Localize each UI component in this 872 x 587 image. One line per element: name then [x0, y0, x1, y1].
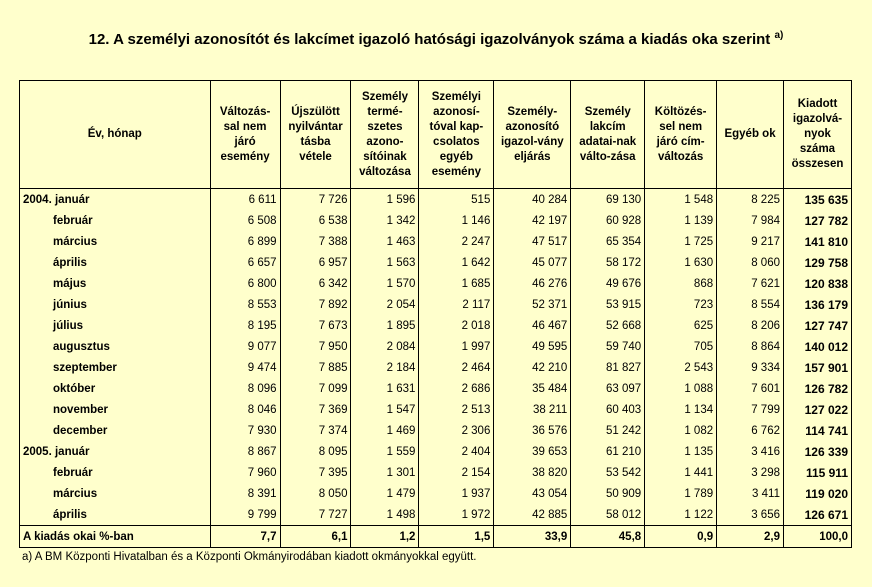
value-cell: 625 [645, 315, 717, 336]
value-cell: 50 909 [571, 483, 645, 504]
value-cell: 1 088 [645, 378, 717, 399]
percentage-cell: 7,7 [210, 526, 280, 548]
value-cell: 7 892 [280, 294, 351, 315]
column-header: Költözés-sel nem járó cím-változás [645, 81, 717, 189]
column-header: Egyéb ok [717, 81, 784, 189]
row-label: február [20, 210, 211, 231]
value-cell: 60 928 [571, 210, 645, 231]
row-label: március [20, 231, 211, 252]
table-row [20, 441, 852, 462]
value-cell: 1 548 [645, 189, 717, 211]
value-cell: 3 656 [717, 504, 784, 526]
percentage-cell: 100,0 [783, 526, 851, 548]
value-cell: 45 077 [494, 252, 571, 273]
row-label: február [20, 462, 211, 483]
value-cell: 1 139 [645, 210, 717, 231]
value-cell: 9 334 [717, 357, 784, 378]
value-cell: 38 211 [494, 399, 571, 420]
value-cell: 46 467 [494, 315, 571, 336]
value-cell: 42 210 [494, 357, 571, 378]
value-cell: 1 895 [351, 315, 419, 336]
value-cell: 8 096 [210, 378, 280, 399]
value-cell: 7 388 [280, 231, 351, 252]
value-cell: 7 984 [717, 210, 784, 231]
value-cell: 3 411 [717, 483, 784, 504]
value-cell: 7 799 [717, 399, 784, 420]
value-cell: 65 354 [571, 231, 645, 252]
total-cell: 119 020 [783, 483, 851, 504]
value-cell: 40 284 [494, 189, 571, 211]
table-row [20, 294, 852, 315]
value-cell: 1 469 [351, 420, 419, 441]
row-label: május [20, 273, 211, 294]
column-header: Kiadott igazolvá-nyok száma összesen [783, 81, 851, 189]
value-cell: 2 054 [351, 294, 419, 315]
total-cell: 127 747 [783, 315, 851, 336]
row-label: július [20, 315, 211, 336]
value-cell: 1 642 [419, 252, 494, 273]
column-header-period: Év, hónap [20, 81, 211, 189]
row-label: április [20, 252, 211, 273]
value-cell: 42 197 [494, 210, 571, 231]
value-cell: 9 799 [210, 504, 280, 526]
percentage-cell: 45,8 [571, 526, 645, 548]
header-row [20, 81, 852, 189]
percentage-cell: 1,2 [351, 526, 419, 548]
value-cell: 47 517 [494, 231, 571, 252]
value-cell: 1 596 [351, 189, 419, 211]
value-cell: 6 611 [210, 189, 280, 211]
column-header: Személyi azonosí-tóval kap-csolatos egyéb esemény [419, 81, 494, 189]
total-cell: 126 339 [783, 441, 851, 462]
value-cell: 1 479 [351, 483, 419, 504]
value-cell: 3 416 [717, 441, 784, 462]
value-cell: 1 937 [419, 483, 494, 504]
value-cell: 7 885 [280, 357, 351, 378]
value-cell: 2 464 [419, 357, 494, 378]
table-row [20, 378, 852, 399]
percentage-cell: 33,9 [494, 526, 571, 548]
value-cell: 1 082 [645, 420, 717, 441]
value-cell: 2 184 [351, 357, 419, 378]
percentage-row [20, 526, 852, 548]
value-cell: 1 122 [645, 504, 717, 526]
value-cell: 7 726 [280, 189, 351, 211]
column-header: Újszülött nyilvántar tásba vétele [280, 81, 351, 189]
value-cell: 7 673 [280, 315, 351, 336]
value-cell: 7 950 [280, 336, 351, 357]
table-row [20, 399, 852, 420]
total-cell: 115 911 [783, 462, 851, 483]
table-row [20, 189, 852, 211]
percentage-cell: 0,9 [645, 526, 717, 548]
table-row [20, 336, 852, 357]
value-cell: 8 060 [717, 252, 784, 273]
total-cell: 157 901 [783, 357, 851, 378]
value-cell: 1 441 [645, 462, 717, 483]
value-cell: 723 [645, 294, 717, 315]
value-cell: 53 915 [571, 294, 645, 315]
value-cell: 8 206 [717, 315, 784, 336]
value-cell: 59 740 [571, 336, 645, 357]
value-cell: 8 553 [210, 294, 280, 315]
row-label: április [20, 504, 211, 526]
value-cell: 705 [645, 336, 717, 357]
value-cell: 1 997 [419, 336, 494, 357]
value-cell: 7 369 [280, 399, 351, 420]
row-label: augusztus [20, 336, 211, 357]
value-cell: 58 012 [571, 504, 645, 526]
value-cell: 1 342 [351, 210, 419, 231]
total-cell: 136 179 [783, 294, 851, 315]
table-row [20, 252, 852, 273]
value-cell: 46 276 [494, 273, 571, 294]
data-table [19, 80, 852, 548]
value-cell: 7 960 [210, 462, 280, 483]
row-label: november [20, 399, 211, 420]
value-cell: 2 686 [419, 378, 494, 399]
table-body [20, 189, 852, 548]
value-cell: 36 576 [494, 420, 571, 441]
value-cell: 2 306 [419, 420, 494, 441]
table-row [20, 315, 852, 336]
row-label: március [20, 483, 211, 504]
value-cell: 6 800 [210, 273, 280, 294]
value-cell: 49 676 [571, 273, 645, 294]
column-header: Személy-azonosító igazol-vány eljárás [494, 81, 571, 189]
value-cell: 8 864 [717, 336, 784, 357]
value-cell: 7 395 [280, 462, 351, 483]
value-cell: 868 [645, 273, 717, 294]
footnote: a) A BM Központi Hivatalban és a Központi Okmányirodában kiadott okmányokkal együtt. [22, 551, 477, 563]
total-cell: 114 741 [783, 420, 851, 441]
table-row [20, 210, 852, 231]
value-cell: 8 095 [280, 441, 351, 462]
column-header: Változás-sal nem járó esemény [210, 81, 280, 189]
value-cell: 6 899 [210, 231, 280, 252]
value-cell: 7 621 [717, 273, 784, 294]
value-cell: 7 727 [280, 504, 351, 526]
table-row [20, 231, 852, 252]
value-cell: 42 885 [494, 504, 571, 526]
value-cell: 1 685 [419, 273, 494, 294]
percentage-cell: 2,9 [717, 526, 784, 548]
page-title [0, 30, 872, 48]
table-row [20, 273, 852, 294]
value-cell: 2 543 [645, 357, 717, 378]
row-label: október [20, 378, 211, 399]
value-cell: 1 563 [351, 252, 419, 273]
value-cell: 52 371 [494, 294, 571, 315]
value-cell: 7 374 [280, 420, 351, 441]
value-cell: 43 054 [494, 483, 571, 504]
value-cell: 1 631 [351, 378, 419, 399]
value-cell: 2 117 [419, 294, 494, 315]
value-cell: 8 867 [210, 441, 280, 462]
value-cell: 1 559 [351, 441, 419, 462]
value-cell: 9 474 [210, 357, 280, 378]
value-cell: 8 225 [717, 189, 784, 211]
value-cell: 38 820 [494, 462, 571, 483]
value-cell: 8 554 [717, 294, 784, 315]
value-cell: 1 146 [419, 210, 494, 231]
value-cell: 35 484 [494, 378, 571, 399]
row-label: 2004. január [20, 189, 211, 211]
value-cell: 49 595 [494, 336, 571, 357]
value-cell: 58 172 [571, 252, 645, 273]
total-cell: 120 838 [783, 273, 851, 294]
value-cell: 39 653 [494, 441, 571, 462]
value-cell: 6 342 [280, 273, 351, 294]
value-cell: 1 972 [419, 504, 494, 526]
total-cell: 135 635 [783, 189, 851, 211]
value-cell: 6 508 [210, 210, 280, 231]
value-cell: 1 135 [645, 441, 717, 462]
value-cell: 515 [419, 189, 494, 211]
value-cell: 1 134 [645, 399, 717, 420]
title-text: 12. A személyi azonosítót és lakcímet igazoló hatósági igazolványok száma a kiadás oka szerint [88, 31, 771, 48]
table-row [20, 504, 852, 526]
value-cell: 1 630 [645, 252, 717, 273]
total-cell: 127 022 [783, 399, 851, 420]
table-row [20, 462, 852, 483]
value-cell: 2 247 [419, 231, 494, 252]
percentage-row-label: A kiadás okai %-ban [20, 526, 211, 548]
value-cell: 1 547 [351, 399, 419, 420]
column-header: Személy lakcím adatai-nak válto-zása [571, 81, 645, 189]
column-header: Személy termé-szetes azono-sítóinak változása [351, 81, 419, 189]
value-cell: 2 084 [351, 336, 419, 357]
value-cell: 1 789 [645, 483, 717, 504]
value-cell: 61 210 [571, 441, 645, 462]
row-label: június [20, 294, 211, 315]
value-cell: 60 403 [571, 399, 645, 420]
value-cell: 53 542 [571, 462, 645, 483]
value-cell: 69 130 [571, 189, 645, 211]
value-cell: 6 657 [210, 252, 280, 273]
value-cell: 2 513 [419, 399, 494, 420]
total-cell: 141 810 [783, 231, 851, 252]
value-cell: 7 099 [280, 378, 351, 399]
value-cell: 6 762 [717, 420, 784, 441]
value-cell: 63 097 [571, 378, 645, 399]
value-cell: 81 827 [571, 357, 645, 378]
table-row [20, 483, 852, 504]
table-row [20, 357, 852, 378]
value-cell: 9 217 [717, 231, 784, 252]
value-cell: 9 077 [210, 336, 280, 357]
total-cell: 140 012 [783, 336, 851, 357]
value-cell: 7 930 [210, 420, 280, 441]
row-label: 2005. január [20, 441, 211, 462]
value-cell: 1 498 [351, 504, 419, 526]
total-cell: 129 758 [783, 252, 851, 273]
value-cell: 1 463 [351, 231, 419, 252]
value-cell: 3 298 [717, 462, 784, 483]
percentage-cell: 6,1 [280, 526, 351, 548]
value-cell: 8 050 [280, 483, 351, 504]
total-cell: 127 782 [783, 210, 851, 231]
value-cell: 2 404 [419, 441, 494, 462]
value-cell: 2 154 [419, 462, 494, 483]
row-label: szeptember [20, 357, 211, 378]
total-cell: 126 782 [783, 378, 851, 399]
percentage-cell: 1,5 [419, 526, 494, 548]
value-cell: 6 538 [280, 210, 351, 231]
value-cell: 1 570 [351, 273, 419, 294]
value-cell: 52 668 [571, 315, 645, 336]
value-cell: 51 242 [571, 420, 645, 441]
value-cell: 7 601 [717, 378, 784, 399]
row-label: december [20, 420, 211, 441]
total-cell: 126 671 [783, 504, 851, 526]
value-cell: 8 046 [210, 399, 280, 420]
value-cell: 1 301 [351, 462, 419, 483]
table-row [20, 420, 852, 441]
value-cell: 2 018 [419, 315, 494, 336]
title-footnote-mark: a) [774, 30, 784, 41]
value-cell: 6 957 [280, 252, 351, 273]
value-cell: 8 391 [210, 483, 280, 504]
value-cell: 1 725 [645, 231, 717, 252]
value-cell: 8 195 [210, 315, 280, 336]
